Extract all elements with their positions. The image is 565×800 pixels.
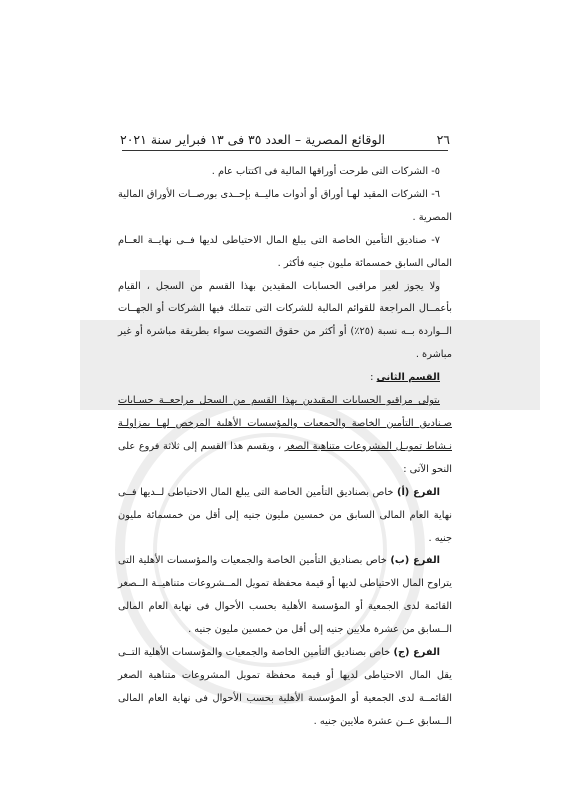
section-two-heading: القسم الثانى xyxy=(376,372,440,384)
branch-c-label: الفرع (ج) xyxy=(393,647,440,659)
branch-c-text: خاص بصناديق التأمين الخاصة والجمعيات والمؤسسات الأهلية التــى يقل المال الاحتياطى لديها أو قيمة محفظة تمويل المشروعات متناهية الصغر القائمــة لدى الجمعية أو المؤسسة الأهلية بحسب الأحوال فى نهاية العام المالى الــسابق عــن عشرة ملايين جنيه . xyxy=(118,647,452,727)
branch-b xyxy=(118,550,452,642)
list-item-5: ٥- الشركات التى طرحت أوراقها المالية فى اكتتاب عام . xyxy=(211,166,440,177)
section-two-intro-underlined: يتولى مراقبو الحسابات المقيدين بهذا القسم من السجل مراجعــة حسـابات صـناديق التأمين الخاصة والجمعيات والمؤسسات الأهلية المرخص لهـا بمزاولـة نـشاط تمويـل المشروعات متناهية الصغر xyxy=(118,395,452,452)
gazette-title: الوقائع المصرية – العدد ٣٥ فى ١٣ فبراير سنة ٢٠٢١ xyxy=(120,131,386,147)
list-item-7: ٧- صناديق التأمين الخاصة التى يبلغ المال الاحتياطى لديها فــى نهايــة العــام المالى السابق خمسمائة مليون جنيه فأكثر . xyxy=(118,234,452,269)
section-two-intro xyxy=(118,390,452,482)
section-two-colon: : xyxy=(370,372,377,384)
page-header xyxy=(120,128,450,150)
paragraph-audit-restriction: ولا يجوز لغير مراقبى الحسابات المقيدين بهذا القسم من السجل ، القيام بأعمــال المراجعة للقوائم المالية للشركات التى تتملك فيها الشركات أو الجهــات الــواردة بــه نسبة (٢٥٪) أو أكثر من حقوق التصويت سواء بطريقة مباشرة أو غير مباشرة . xyxy=(118,280,452,361)
list-item-6: ٦- الشركات المقيد لهـا أوراق أو أدوات ماليــة بإحــدى بورصــات الأوراق المالية المصرية . xyxy=(118,188,452,223)
branch-a-text: خاص بصناديق التأمين الخاصة التى يبلغ المال الاحتياطى لــديها فــى نهاية العام المالى السابق من خمسين مليون جنيه إلى أقل من خمسمائة مليون جنيه . xyxy=(118,486,452,544)
section-two-intro-rest: ، ويقسم هذا القسم إلى ثلاثة فروع على النحو الآتى : xyxy=(118,440,452,475)
branch-a-label: الفرع (أ) xyxy=(396,486,440,498)
header-divider xyxy=(122,150,448,151)
branch-b-text: خاص بصناديق التأمين الخاصة والجمعيات والمؤسسات الأهلية التى يتراوح المال الاحتياطى لديها أو قيمة محفظة تمويل المــشروعات متناهيــة الــصغر القائمة لدى الجمعية أو المؤسسة الأهلية بحسب الأحوال فى نهاية العام المالى الــسابق من عشرة ملايين جنيه إلى أقل من خمسين مليون جنيه . xyxy=(118,555,452,636)
branch-a xyxy=(118,482,452,551)
page-number: ٢٦ xyxy=(436,131,450,147)
branch-c xyxy=(118,642,452,734)
section-two-heading-line xyxy=(118,367,452,390)
branch-b-label: الفرع (ب) xyxy=(390,555,440,567)
document-body xyxy=(118,161,452,734)
